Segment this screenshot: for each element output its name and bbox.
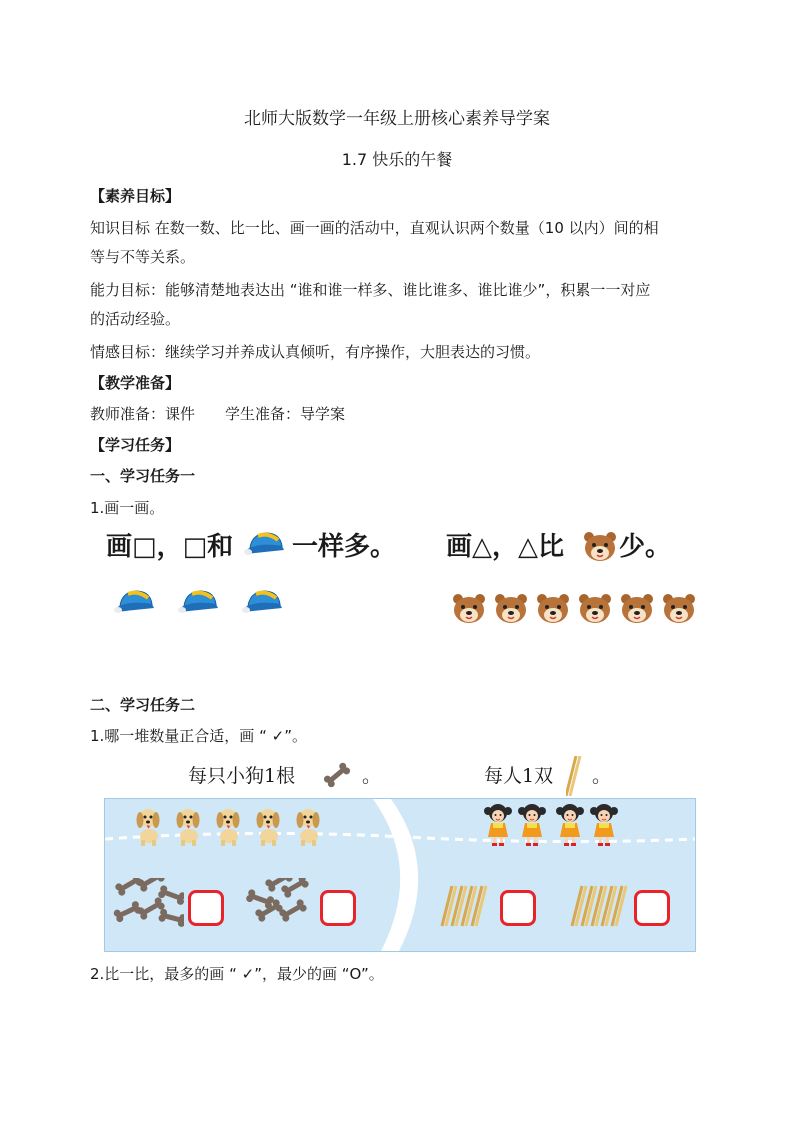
chopstick-pile-2 [568, 884, 628, 928]
cap-icon [114, 586, 156, 616]
fewer-than-text: 少。 [619, 532, 672, 562]
dog-icon [212, 806, 246, 850]
girl-icon [518, 803, 548, 849]
ability-goal-line-1: 能力目标：能够清楚地表达出 “谁和谁一样多、谁比谁多、谁比谁少”，积累一一对应 [90, 281, 651, 299]
bone-pile-five [242, 878, 310, 934]
dog-icon [172, 806, 206, 850]
bear-icon [577, 592, 613, 624]
bear-icon [451, 592, 487, 624]
knowledge-goal-line-1: 知识目标 在数一数、比一比、画一画的活动中，直观认识两个数量（10 以内）间的相 [90, 219, 659, 237]
cap-icon [242, 586, 284, 616]
emotion-goal: 情感目标：继续学习并养成认真倾听，有序操作，大胆表达的习惯。 [90, 343, 541, 361]
draw-triangle-text: 画△，△比 [446, 532, 564, 562]
answer-box-chopsticks-1[interactable] [500, 890, 536, 926]
bear-icon [493, 592, 529, 624]
task2-question-2: 2.比一比，最多的画 “ ✓”，最少的画 “O”。 [90, 965, 384, 983]
task1-question-1: 1.画一画。 [90, 499, 165, 517]
dog-icon [132, 806, 166, 850]
bear-icon [661, 592, 697, 624]
bear-icon [619, 592, 655, 624]
bone-icon [322, 760, 352, 790]
draw-square-text: 画□，□和 [106, 532, 234, 562]
girl-caption-end: 。 [592, 765, 612, 787]
goals-heading: 【素养目标】 [90, 187, 181, 205]
dog-icon [252, 806, 286, 850]
document-title: 北师大版数学一年级上册核心素养导学案 [244, 109, 550, 129]
ability-goal-line-2: 的活动经验。 [90, 310, 181, 328]
tasks-heading: 【学习任务】 [90, 436, 181, 454]
chopstick-pile-1 [436, 884, 492, 928]
answer-box-bones-2[interactable] [320, 890, 356, 926]
bone-pile-six [112, 878, 184, 934]
task1-title: 一、学习任务一 [90, 467, 196, 485]
answer-box-bones-1[interactable] [188, 890, 224, 926]
girl-caption: 每人1双 [484, 765, 554, 787]
bear-icon [582, 530, 618, 562]
prep-line: 教师准备：课件 学生准备：导学案 [90, 405, 346, 423]
cap-icon [178, 586, 220, 616]
prep-heading: 【教学准备】 [90, 374, 181, 392]
chopsticks-icon [566, 756, 586, 796]
dog-caption-end: 。 [362, 765, 382, 787]
dog-icon [292, 806, 326, 850]
same-as-text: 一样多。 [292, 532, 397, 562]
girl-icon [484, 803, 514, 849]
lesson-title: 1.7 快乐的午餐 [341, 150, 453, 169]
task2-title: 二、学习任务二 [90, 696, 196, 714]
task2-question-1: 1.哪一堆数量正合适，画 “ ✓”。 [90, 727, 307, 745]
girl-icon [590, 803, 620, 849]
bear-icon [535, 592, 571, 624]
cap-icon [244, 528, 286, 558]
girl-icon [556, 803, 586, 849]
knowledge-goal-line-2: 等与不等关系。 [90, 248, 196, 266]
dog-caption: 每只小狗1根 [188, 765, 296, 787]
answer-box-chopsticks-2[interactable] [634, 890, 670, 926]
